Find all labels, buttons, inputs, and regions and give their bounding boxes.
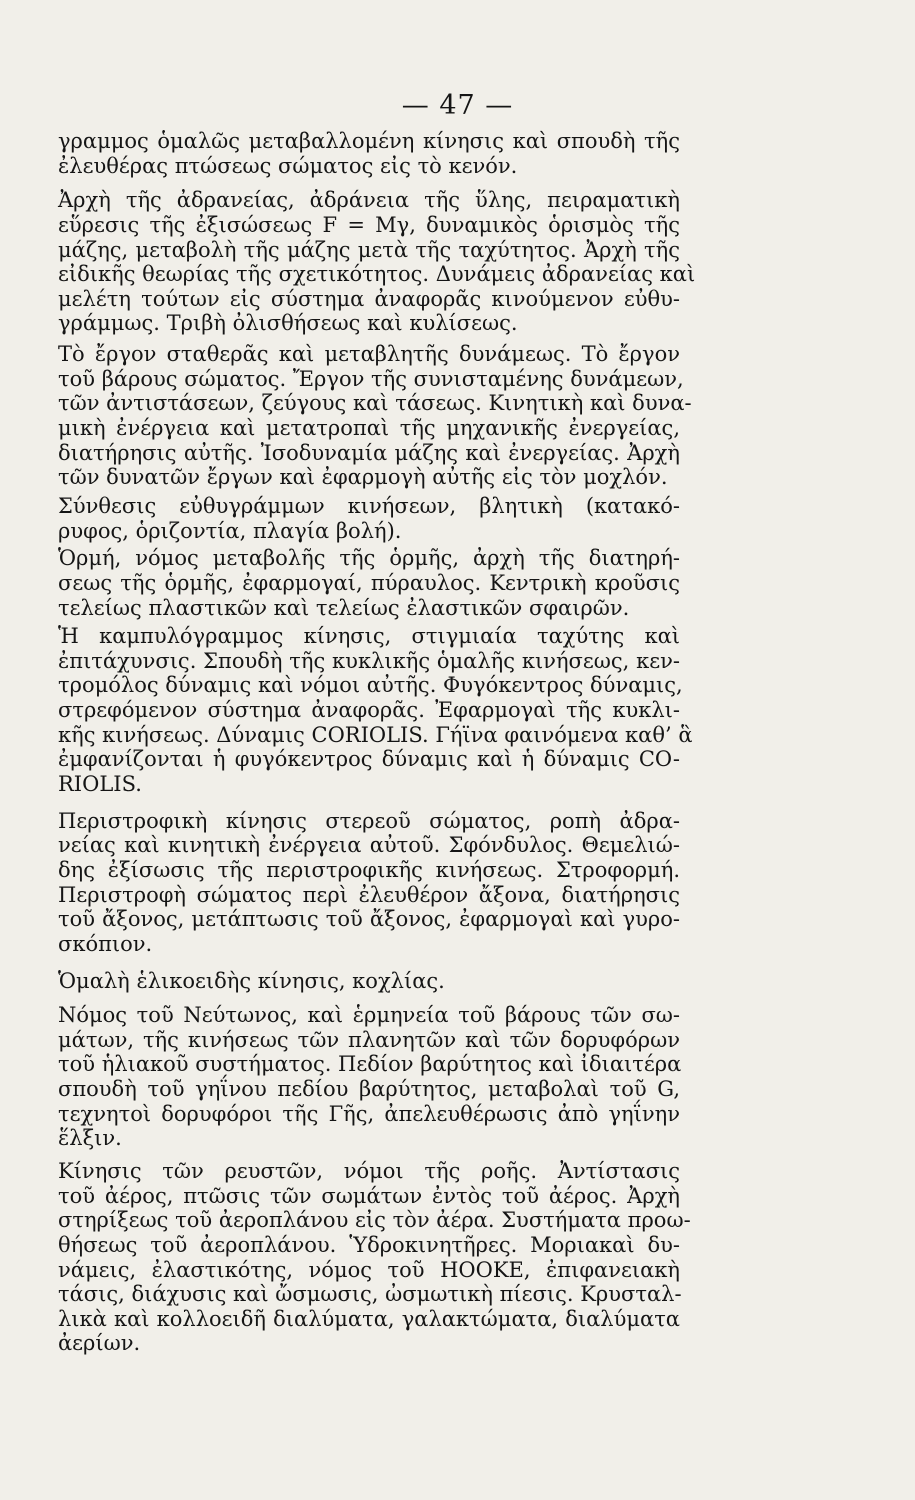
- text-line: Ὁμαλὴ ἑλικοειδὴς κίνησις, κοχλίας.: [58, 968, 445, 993]
- paragraph: [58, 546, 680, 620]
- text-line: ἐμφανίζονται ἡ φυγόκεντρος δύναμις καὶ ἡ δύναμις CO-: [58, 747, 680, 772]
- text-line: Νόμος τοῦ Νεύτωνος, καὶ ἑρμηνεία τοῦ βάρους τῶν σω-: [58, 1003, 680, 1028]
- text-line: στρεφόμενον σύστημα ἀναφορᾶς. Ἐφαρμογαὶ τῆς κυκλι-: [58, 698, 680, 723]
- text-line: τῶν δυνατῶν ἔργων καὶ ἐφαρμογὴ αὐτῆς εἰς τὸν μοχλόν.: [58, 465, 668, 490]
- text-line: μάτων, τῆς κινήσεως τῶν πλανητῶν καὶ τῶν δορυφόρων: [58, 1027, 680, 1052]
- body-text: [58, 129, 696, 1356]
- text-line: τοῦ ἡλιακοῦ συστήματος. Πεδίον βαρύτητος καὶ ἰδιαιτέρα: [58, 1052, 682, 1077]
- paragraph: [58, 969, 680, 994]
- text-line: διατήρησις αὐτῆς. Ἰσοδυναμία μάζης καὶ ἐνεργείας. Ἀρχὴ: [58, 440, 680, 465]
- paragraph: [58, 494, 680, 543]
- text-line: δης ἐξίσωσις τῆς περιστροφικῆς κινήσεως. Στροφορμή.: [58, 857, 680, 882]
- paragraph: [58, 1158, 691, 1356]
- paragraph: [58, 342, 692, 490]
- page-number: — 47 —: [401, 90, 514, 121]
- text-line: τρομόλος δύναμις καὶ νόμοι αὐτῆς. Φυγόκεντρος δύναμις,: [58, 673, 683, 698]
- text-line: τοῦ ἀέρος, πτῶσις τῶν σωμάτων ἐντὸς τοῦ ἀέρος. Ἀρχὴ: [58, 1183, 680, 1208]
- text-line: τῶν ἀντιστάσεων, ζεύγους καὶ τάσεως. Κινητικὴ καὶ δυνα-: [58, 391, 692, 416]
- text-line: Ἡ καμπυλόγραμμος κίνησις, στιγμιαία ταχύτης καὶ: [58, 624, 680, 649]
- text-line: Περιστροφικὴ κίνησις στερεοῦ σώματος, ροπὴ ἀδρα-: [58, 808, 680, 833]
- text-line: σπουδὴ τοῦ γηΐνου πεδίου βαρύτητος, μεταβολαὶ τοῦ G,: [58, 1077, 680, 1102]
- text-line: ἐπιτάχυνσις. Σπουδὴ τῆς κυκλικῆς ὁμαλῆς κινήσεως, κεν-: [58, 648, 680, 673]
- text-line: Ὁρμή, νόμος μεταβολῆς τῆς ὁρμῆς, ἀρχὴ τῆς διατηρή-: [58, 546, 680, 571]
- text-line: ἀερίων.: [58, 1331, 141, 1356]
- paragraph: [58, 129, 680, 178]
- text-line: λικὰ καὶ κολλοειδῆ διαλύματα, γαλακτώματα, διαλύματα: [58, 1306, 680, 1331]
- text-line: μελέτη τούτων εἰς σύστημα ἀναφορᾶς κινούμενον εὐθυ-: [58, 286, 680, 311]
- text-line: μικὴ ἐνέργεια καὶ μετατροπαὶ τῆς μηχανικῆς ἐνεργείας,: [58, 416, 680, 441]
- text-line: νείας καὶ κινητικὴ ἐνέργεια αὐτοῦ. Σφόνδυλος. Θεμελιώ-: [58, 833, 680, 858]
- text-line: Κίνησις τῶν ρευστῶν, νόμοι τῆς ροῆς. Ἀντίστασις: [58, 1158, 680, 1183]
- text-line: σκόπιον.: [58, 931, 153, 956]
- text-line: εὕρεσις τῆς ἐξισώσεως F = Mγ, δυναμικὸς ὁρισμὸς τῆς: [58, 212, 680, 237]
- paragraph: [58, 624, 693, 797]
- text-line: γράμμως. Τριβὴ ὀλισθήσεως καὶ κυλίσεως.: [58, 311, 518, 336]
- text-line: μάζης, μεταβολὴ τῆς μάζης μετὰ τῆς ταχύτητος. Ἀρχὴ τῆς: [58, 237, 680, 262]
- text-line: ἕλξιν.: [58, 1126, 122, 1151]
- text-line: τοῦ βάρους σώματος. Ἔργον τῆς συνισταμένης δυνάμεων,: [58, 366, 684, 391]
- text-line: RIOLIS.: [58, 772, 142, 797]
- text-line: γραμμος ὁμαλῶς μεταβαλλομένη κίνησις καὶ σπουδὴ τῆς: [58, 129, 680, 153]
- text-line: τοῦ ἄξονος, μετάπτωσις τοῦ ἄξονος, ἐφαρμογαὶ καὶ γυρο-: [58, 907, 680, 932]
- text-line: στηρίξεως τοῦ ἀεροπλάνου εἰς τὸν ἀέρα. Συστήματα προω-: [58, 1208, 691, 1233]
- text-line: Περιστροφὴ σώματος περὶ ἐλευθέρον ἄξονα, διατήρησις: [58, 882, 680, 907]
- text-line: τελείως πλαστικῶν καὶ τελείως ἐλαστικῶν σφαιρῶν.: [58, 595, 630, 620]
- text-line: σεως τῆς ὁρμῆς, ἐφαρμογαί, πύραυλος. Κεντρικὴ κροῦσις: [58, 570, 680, 595]
- text-line: εἰδικῆς θεωρίας τῆς σχετικότητος. Δυνάμεις ἀδρανείας καὶ: [58, 262, 696, 287]
- paragraph: [58, 1003, 680, 1151]
- text-line: Τὸ ἔργον σταθερᾶς καὶ μεταβλητῆς δυνάμεως. Τὸ ἔργον: [58, 342, 680, 367]
- text-line: ἐλευθέρας πτώσεως σώματος εἰς τὸ κενόν.: [58, 153, 518, 178]
- text-line: ρυφος, ὁριζοντία, πλαγία βολή).: [58, 518, 402, 543]
- text-line: Ἀρχὴ τῆς ἀδρανείας, ἀδράνεια τῆς ὕλης, πειραματικὴ: [58, 188, 680, 213]
- paragraph: [58, 188, 696, 336]
- text-line: τάσις, διάχυσις καὶ ὤσμωσις, ὠσμωτικὴ πίεσις. Κρυσταλ-: [58, 1282, 682, 1307]
- text-line: θήσεως τοῦ ἀεροπλάνου. Ὑδροκινητῆρες. Μοριακαὶ δυ-: [58, 1232, 680, 1257]
- paragraph: [58, 809, 680, 957]
- text-line: νάμεις, ἐλαστικότης, νόμος τοῦ HOOKE, ἐπιφανειακὴ: [58, 1257, 680, 1282]
- text-line: Σύνθεσις εὐθυγράμμων κινήσεων, βλητικὴ (κατακό-: [58, 493, 680, 518]
- text-line: τεχνητοὶ δορυφόροι τῆς Γῆς, ἀπελευθέρωσις ἀπὸ γηΐνην: [58, 1101, 680, 1126]
- text-line: κῆς κινήσεως. Δύναμις CORIOLIS. Γήϊνα φαινόμενα καθ’ ἃ: [58, 722, 693, 747]
